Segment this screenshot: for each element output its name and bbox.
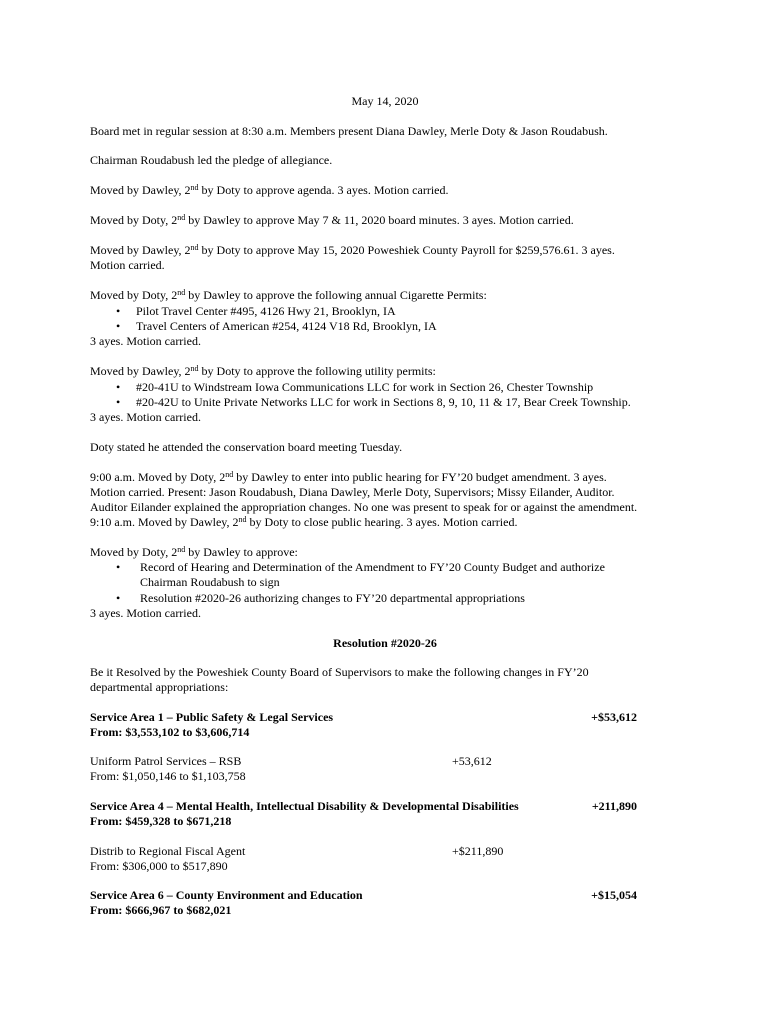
department-range: From: $1,050,146 to $1,103,758 bbox=[90, 769, 246, 783]
hearing-line-1: 9:00 a.m. Moved by Doty, 2nd by Dawley to enter into public hearing for FY’20 budget amendment. 3 ayes. bbox=[90, 470, 607, 484]
service-area-amount: +$53,612 bbox=[591, 710, 637, 724]
service-area-range: From: $666,967 to $682,021 bbox=[90, 903, 232, 917]
bullet-icon: • bbox=[116, 395, 121, 409]
bullet-icon: • bbox=[116, 591, 121, 605]
service-area-title: Service Area 6 – County Environment and Education bbox=[90, 888, 363, 902]
resolution-title: Resolution #2020-26 bbox=[333, 636, 437, 650]
department-range: From: $306,000 to $517,890 bbox=[90, 859, 228, 873]
resolution-intro-cont: departmental appropriations: bbox=[90, 680, 229, 694]
minutes-motion: Moved by Doty, 2nd by Dawley to approve May 7 & 11, 2020 board minutes. 3 ayes. Motion carried. bbox=[90, 213, 574, 227]
payroll-motion: Moved by Dawley, 2nd by Doty to approve May 15, 2020 Poweshiek County Payroll for $259,576.61. 3 ayes. bbox=[90, 243, 615, 257]
bullet-icon: • bbox=[116, 560, 121, 574]
meeting-date: May 14, 2020 bbox=[351, 94, 419, 108]
utility-permit-item: #20-42U to Unite Private Networks LLC for work in Sections 8, 9, 10, 11 & 17, Bear Creek Township. bbox=[136, 395, 631, 409]
cigarette-motion: Moved by Doty, 2nd by Dawley to approve the following annual Cigarette Permits: bbox=[90, 288, 487, 302]
service-area-title: Service Area 1 – Public Safety & Legal Services bbox=[90, 710, 334, 724]
approve-item-1-cont: Chairman Roudabush to sign bbox=[140, 575, 280, 589]
service-area-amount: +211,890 bbox=[591, 799, 637, 813]
session-paragraph: Board met in regular session at 8:30 a.m. Members present Diana Dawley, Merle Doty & Jason Roudabush. bbox=[90, 124, 608, 138]
approve-item-1: Record of Hearing and Determination of the Amendment to FY’20 County Budget and authorize bbox=[140, 560, 605, 574]
cigarette-result: 3 ayes. Motion carried. bbox=[90, 334, 201, 348]
conservation-paragraph: Doty stated he attended the conservation board meeting Tuesday. bbox=[90, 440, 403, 454]
department-name: Distrib to Regional Fiscal Agent bbox=[90, 844, 246, 858]
utility-result: 3 ayes. Motion carried. bbox=[90, 410, 201, 424]
service-area-title: Service Area 4 – Mental Health, Intellectual Disability & Developmental Disabilities bbox=[90, 799, 519, 813]
utility-permit-item: #20-41U to Windstream Iowa Communications LLC for work in Section 26, Chester Township bbox=[136, 380, 594, 394]
service-area-range: From: $3,553,102 to $3,606,714 bbox=[90, 725, 250, 739]
utility-motion: Moved by Dawley, 2nd by Doty to approve the following utility permits: bbox=[90, 364, 436, 378]
agenda-motion: Moved by Dawley, 2nd by Doty to approve agenda. 3 ayes. Motion carried. bbox=[90, 183, 449, 197]
department-amount: +53,612 bbox=[452, 754, 492, 768]
cigarette-permit-item: Travel Centers of American #254, 4124 V18 Rd, Brooklyn, IA bbox=[136, 319, 437, 333]
hearing-line-4: 9:10 a.m. Moved by Dawley, 2nd by Doty to close public hearing. 3 ayes. Motion carried. bbox=[90, 515, 518, 529]
department-name: Uniform Patrol Services – RSB bbox=[90, 754, 242, 768]
approve-item-2: Resolution #2020-26 authorizing changes to FY’20 departmental appropriations bbox=[140, 591, 525, 605]
resolution-intro: Be it Resolved by the Poweshiek County Board of Supervisors to make the following changes in FY’20 bbox=[90, 665, 589, 679]
bullet-icon: • bbox=[116, 380, 121, 394]
payroll-result: Motion carried. bbox=[90, 258, 165, 272]
approve-result: 3 ayes. Motion carried. bbox=[90, 606, 201, 620]
service-area-amount: +$15,054 bbox=[591, 888, 637, 902]
approve-motion: Moved by Doty, 2nd by Dawley to approve: bbox=[90, 545, 298, 559]
pledge-paragraph: Chairman Roudabush led the pledge of allegiance. bbox=[90, 153, 333, 167]
cigarette-permit-item: Pilot Travel Center #495, 4126 Hwy 21, Brooklyn, IA bbox=[136, 304, 396, 318]
hearing-line-3: Auditor Eilander explained the appropriation changes. No one was present to speak for or against the amendment. bbox=[90, 500, 638, 514]
service-area-range: From: $459,328 to $671,218 bbox=[90, 814, 232, 828]
bullet-icon: • bbox=[116, 319, 121, 333]
bullet-icon: • bbox=[116, 304, 121, 318]
department-amount: +$211,890 bbox=[452, 844, 504, 858]
hearing-line-2: Motion carried. Present: Jason Roudabush, Diana Dawley, Merle Doty, Supervisors; Missy Eilander, Auditor. bbox=[90, 485, 615, 499]
